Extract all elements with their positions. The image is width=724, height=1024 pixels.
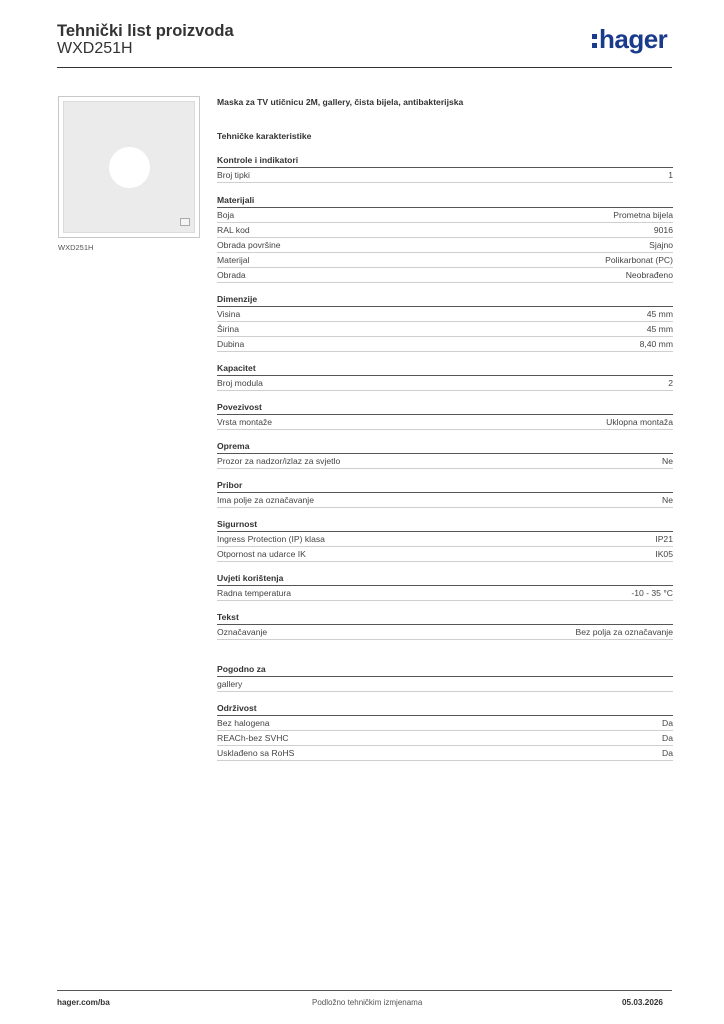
- spec-value: 45 mm: [646, 324, 673, 334]
- logo-text: hager: [599, 24, 668, 54]
- spec-value: 2: [668, 378, 673, 388]
- spec-value: Sjajno: [649, 240, 673, 250]
- spec-group: [217, 439, 673, 469]
- spec-group-title: Pogodno za: [217, 662, 673, 677]
- footer-date: 05.03.2026: [622, 998, 663, 1007]
- spec-group-title: Održivost: [217, 701, 673, 716]
- product-image-caption: WXD251H: [58, 243, 94, 252]
- spec-label: Otpornost na udarce IK: [217, 549, 306, 559]
- spec-label: Visina: [217, 309, 241, 319]
- spec-value: 9016: [653, 225, 673, 235]
- product-description: Maska za TV utičnicu 2M, gallery, čista bijela, antibakterijska: [217, 97, 464, 107]
- spec-label: Obrada površine: [217, 240, 281, 250]
- spec-value: Ne: [662, 495, 673, 505]
- spec-label: Označavanje: [217, 627, 268, 637]
- characteristics-heading: Tehničke karakteristike: [217, 131, 312, 141]
- spec-row: [217, 376, 673, 391]
- spec-group: [217, 292, 673, 352]
- spec-label: Dubina: [217, 339, 245, 349]
- spec-group: [217, 662, 673, 692]
- spec-group: [217, 400, 673, 430]
- spec-label: Širina: [217, 324, 239, 334]
- spec-value: Da: [662, 733, 673, 743]
- spec-row: [217, 731, 673, 746]
- spec-group: [217, 571, 673, 601]
- spec-value: 8,40 mm: [639, 339, 673, 349]
- spec-label: Ingress Protection (IP) klasa: [217, 534, 325, 544]
- spec-row: [217, 268, 673, 283]
- spec-value: Polikarbonat (PC): [605, 255, 673, 265]
- spec-label: REACh-bez SVHC: [217, 733, 289, 743]
- spec-row: [217, 454, 673, 469]
- spec-row: [217, 415, 673, 430]
- spec-label: Boja: [217, 210, 235, 220]
- spec-label: Vrsta montaže: [217, 417, 273, 427]
- header-rule: [57, 67, 672, 68]
- product-image: [58, 96, 200, 238]
- spec-row: [217, 586, 673, 601]
- spec-label: Ima polje za označavanje: [217, 495, 314, 505]
- spec-value: -10 - 35 °C: [631, 588, 673, 598]
- spec-sections: [217, 153, 673, 761]
- spec-group-title: Povezivost: [217, 400, 673, 415]
- spec-label: gallery: [217, 679, 243, 689]
- spec-group: [217, 610, 673, 640]
- spec-label: Prozor za nadzor/izlaz za svjetlo: [217, 456, 341, 466]
- spec-label: Radna temperatura: [217, 588, 292, 598]
- spec-group-title: Pribor: [217, 478, 673, 493]
- spec-value: Da: [662, 718, 673, 728]
- spec-group-title: Kapacitet: [217, 361, 673, 376]
- spec-group-title: Uvjeti korištenja: [217, 571, 673, 586]
- footer-notice: Podložno tehničkim izmjenama: [312, 998, 423, 1007]
- spec-row: [217, 547, 673, 562]
- spec-label: Usklađeno sa RoHS: [217, 748, 295, 758]
- spec-group-title: Materijali: [217, 193, 673, 208]
- spec-group: [217, 478, 673, 508]
- spec-row: [217, 625, 673, 640]
- specifications: [217, 96, 673, 761]
- spec-group: [217, 701, 673, 761]
- spec-row: [217, 677, 673, 692]
- spec-group: [217, 517, 673, 562]
- spec-group: [217, 153, 673, 183]
- spec-value: Neobrađeno: [625, 270, 673, 280]
- spec-value: Ne: [662, 456, 673, 466]
- cover-plate-image: [63, 101, 195, 233]
- spec-group-title: Tekst: [217, 610, 673, 625]
- spec-value: 45 mm: [646, 309, 673, 319]
- spec-group: [217, 361, 673, 391]
- spec-row: [217, 168, 673, 183]
- small-label-mark: [180, 218, 190, 226]
- spec-group-title: Oprema: [217, 439, 673, 454]
- footer-website[interactable]: hager.com/ba: [57, 998, 110, 1007]
- spec-group: [217, 193, 673, 283]
- product-code-subtitle: WXD251H: [57, 40, 133, 57]
- spec-row: [217, 238, 673, 253]
- spec-row: [217, 532, 673, 547]
- spec-label: Materijal: [217, 255, 250, 265]
- spec-group-title: Dimenzije: [217, 292, 673, 307]
- spec-value: Uklopna montaža: [606, 417, 673, 427]
- spec-row: [217, 746, 673, 761]
- logo-dots-icon: [592, 28, 598, 50]
- spec-label: Broj modula: [217, 378, 263, 388]
- spec-label: RAL kod: [217, 225, 250, 235]
- footer-rule: [57, 990, 672, 991]
- tv-socket-hole: [109, 147, 150, 188]
- spec-group-title: Kontrole i indikatori: [217, 153, 673, 168]
- document-title: Tehnički list proizvoda: [57, 22, 234, 40]
- spec-row: [217, 208, 673, 223]
- spec-row: [217, 337, 673, 352]
- spec-value: IK05: [655, 549, 673, 559]
- spec-row: [217, 493, 673, 508]
- spec-value: Bez polja za označavanje: [575, 627, 673, 637]
- spec-label: Bez halogena: [217, 718, 270, 728]
- spec-row: [217, 253, 673, 268]
- hager-logo[interactable]: [592, 26, 667, 52]
- spec-row: [217, 322, 673, 337]
- spec-label: Broj tipki: [217, 170, 250, 180]
- spec-row: [217, 307, 673, 322]
- spec-group-title: Sigurnost: [217, 517, 673, 532]
- spec-label: Obrada: [217, 270, 246, 280]
- spec-value: IP21: [655, 534, 673, 544]
- spec-value: Da: [662, 748, 673, 758]
- spec-row: [217, 223, 673, 238]
- spec-value: Prometna bijela: [613, 210, 673, 220]
- spec-value: 1: [668, 170, 673, 180]
- spec-row: [217, 716, 673, 731]
